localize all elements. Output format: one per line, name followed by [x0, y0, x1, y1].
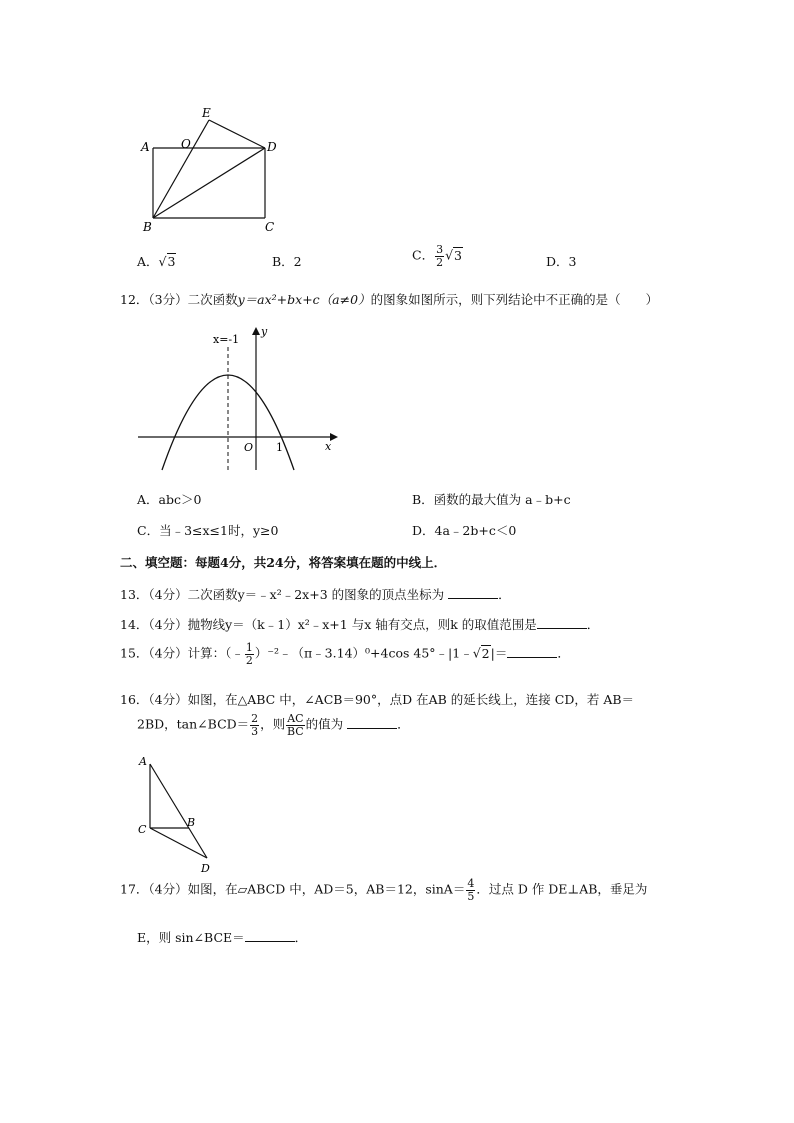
label-B: B	[187, 816, 196, 829]
label-O: O	[181, 137, 191, 151]
q11-option-c: C． $\frac{3}{2}$ √3	[412, 243, 462, 269]
q16-figure	[135, 752, 225, 877]
q12-option-c: C．当﹣3≤x≤1时，y≥0	[137, 523, 279, 538]
label-C: C	[138, 823, 147, 836]
q11-figure	[135, 100, 295, 240]
label-A: A	[139, 755, 147, 768]
axis-line-label: x=-1	[213, 333, 240, 346]
q11-option-a: A．√3	[137, 254, 176, 269]
q16-line2: 2BD，tan∠BCD＝ $\frac{2}{3}$ ，则 $\frac{AC}{BC}$ 的值为 ．	[137, 712, 410, 738]
tick-1-label: 1	[276, 441, 283, 454]
q12-option-d: D．4a﹣2b+c＜0	[412, 523, 517, 538]
label-A: A	[141, 140, 150, 154]
x-axis-label: x	[325, 440, 332, 453]
label-C: C	[265, 220, 275, 234]
q11-option-b: B．2	[272, 254, 302, 269]
q12-option-b: B．函数的最大值为 a﹣b+c	[412, 492, 571, 507]
q11-option-d: D．3	[546, 254, 577, 269]
origin-label: O	[244, 441, 254, 454]
section-2-header: 二、填空题：每题4分，共24分，将答案填在题的中线上．	[120, 555, 447, 570]
q13: 13．（4分）二次函数y＝﹣x²﹣2x+3 的图象的顶点坐标为 ．	[120, 587, 511, 602]
y-axis-label: y	[261, 325, 268, 338]
q17-line1: 17．（4分）如图，在▱ABCD 中，AD＝5，AB＝12，sinA＝ $\frac{4}{5}$ ．过点 D 作 DE⊥AB，垂足为	[120, 877, 648, 903]
label-E: E	[202, 106, 211, 120]
q15: 15．（4分）计算：（﹣ $\frac{1}{2}$ ）⁻²﹣（π﹣3.14）⁰+4cos 45°﹣|1﹣√2|＝ ．	[120, 641, 570, 667]
label-D: D	[201, 862, 210, 875]
q12-option-a: A．abc＞0	[137, 492, 202, 507]
q12-stem: 12．（3分）二次函数y＝ax²+bx+c（a≠0）的图象如图所示，则下列结论中不正确的是（ ）	[120, 292, 659, 307]
q12-figure	[135, 325, 345, 475]
q16-line1: 16．（4分）如图，在△ABC 中，∠ACB＝90°，点D 在AB 的延长线上，连接 CD，若 AB＝	[120, 692, 635, 707]
q17-line2: E，则 sin∠BCE＝ ．	[137, 930, 308, 945]
q14: 14．（4分）抛物线y＝（k﹣1）x²﹣x+1 与x 轴有交点，则k 的取值范围是 ．	[120, 617, 600, 632]
label-B: B	[143, 220, 152, 234]
label-D: D	[267, 140, 277, 154]
